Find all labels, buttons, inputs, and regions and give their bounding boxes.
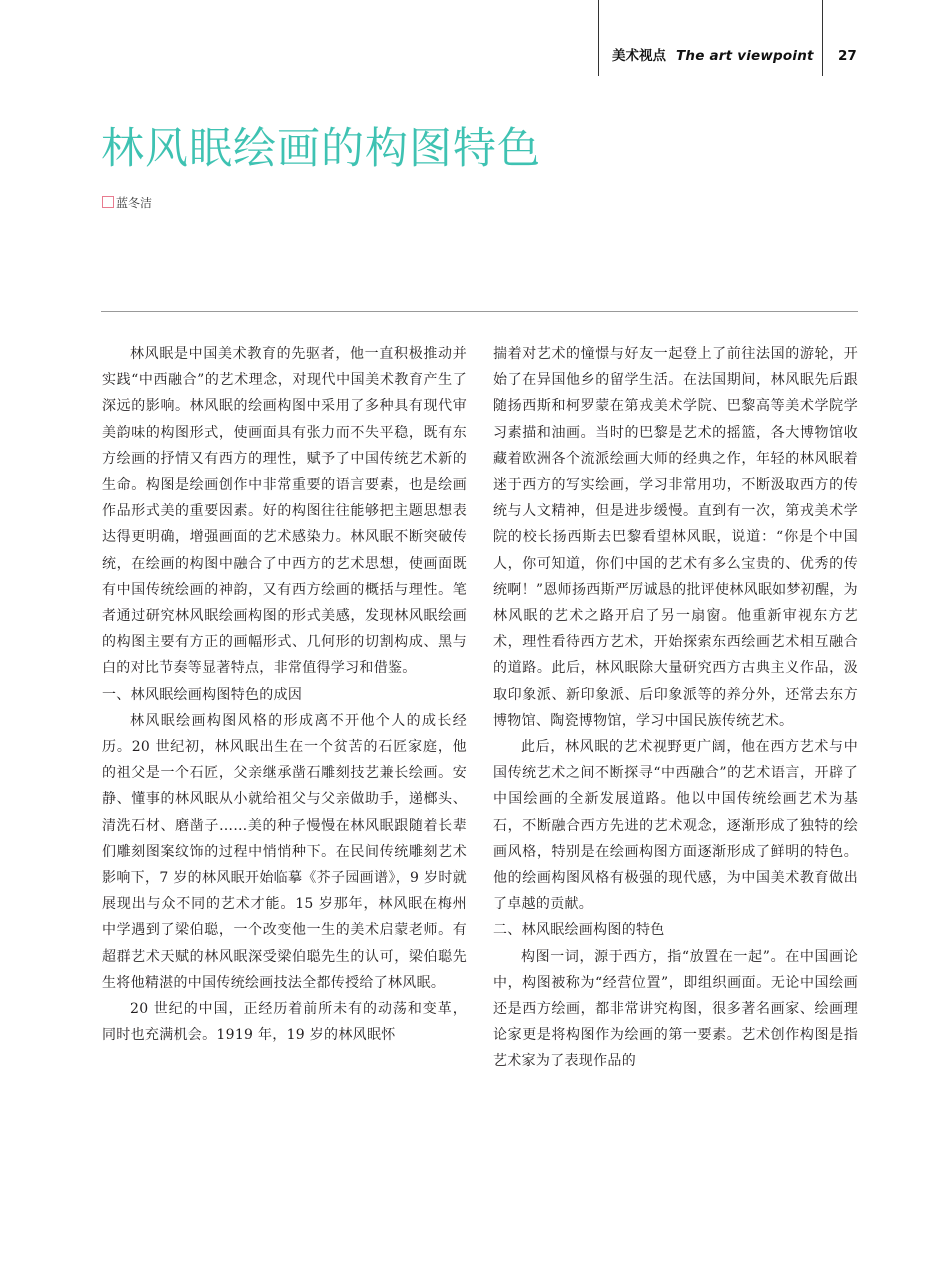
section-heading-2: 二、林风眠绘画构图的特色 (493, 922, 665, 939)
running-header (612, 46, 814, 66)
page-number: 27 (838, 48, 857, 64)
paragraph-composition: 构图一词，源于西方，指“放置在一起”。在中国画论中，构图被称为“经营位置”，即组织画面。无论中国绘画还是西方绘画，都非常讲究构图，很多著名画家、绘画理论家更是将构图作为绘画的第一要素。艺术创作构图是指艺术家为了表现作品的 (493, 948, 858, 1070)
paragraph-intro: 林风眠是中国美术教育的先驱者，他一直积极推动并实践“中西融合”的艺术理念，对现代中国美术教育产生了深远的影响。林风眠的绘画构图中采用了多种具有现代审美韵味的构图形式，使画面具有张力而不失平稳，既有东方绘画的抒情又有西方的理性，赋予了中国传统艺术新的生命。构图是绘画创作中非常重要的语言要素，也是绘画作品形式美的重要因素。好的构图往往能够把主题思想表达得更明确，增强画面的艺术感染力。林风眠不断突破传统，在绘画的构图中融合了中西方的艺术思想，使画面既有中国传统绘画的神韵，又有西方绘画的概括与理性。笔者通过研究林风眠绘画构图的形式美感，发现林风眠绘画的构图主要有方正的画幅形式、几何形的切割构成、黑与白的对比节奏等显著特点，非常值得学习和借鉴。 (102, 346, 467, 677)
header-left-rule (598, 0, 599, 76)
title-divider (101, 311, 858, 312)
section-name-cn: 美术视点 (612, 48, 666, 64)
author-box-icon (102, 196, 114, 208)
paragraph-background: 林风眠绘画构图风格的形成离不开他个人的成长经历。20 世纪初，林风眠出生在一个贫苦的石匠家庭，他的祖父是一个石匠，父亲继承凿石雕刻技艺兼长绘画。安静、懂事的林风眠从小就给祖父与父亲做助手，递榔头、清洗石材、磨凿子……美的种子慢慢在林风眠跟随着长辈们雕刻图案纹饰的过程中悄悄种下。在民间传统雕刻艺术影响下，7 岁的林风眠开始临摹《芥子园画谱》，9 岁时就展现出与众不同的艺术才能。15 岁那年，林风眠在梅州中学遇到了梁伯聪，一个改变他一生的美术启蒙老师。有超群艺术天赋的林风眠深受梁伯聪先生的认可，梁伯聪先生将他精湛的中国传统绘画技法全都传授给了林风眠。 (102, 712, 467, 991)
article-title: 林风眠绘画的构图特色 (101, 124, 541, 174)
author-name: 蓝冬洁 (116, 196, 153, 210)
paragraph-20th-century: 20 世纪的中国，正经历着前所未有的动荡和变革，同时也充满机会。1919 年，19 岁的林风眠怀 (102, 1001, 467, 1044)
paragraph-paris-study: 揣着对艺术的憧憬与好友一起登上了前往法国的游轮，开始了在异国他乡的留学生活。在法国期间，林风眠先后跟随扬西斯和柯罗蒙在第戎美术学院、巴黎高等美术学院学习素描和油画。当时的巴黎是艺术的摇篮，各大博物馆收藏着欧洲各个流派绘画大师的经典之作，年轻的林风眠着迷于西方的写实绘画，学习非常用功，不断汲取西方的传统与人文精神，但是进步缓慢。直到有一次，第戎美术学院的校长扬西斯去巴黎看望林风眠，说道：“你是个中国人，你可知道，你们中国的艺术有多么宝贵的、优秀的传统啊！”恩师扬西斯严厉诚恳的批评使林风眠如梦初醒，为林风眠的艺术之路开启了另一扇窗。他重新审视东方艺术，理性看待西方艺术，开始探索东西绘画艺术相互融合的道路。此后，林风眠除大量研究西方古典主义作品，汲取印象派、新印象派、后印象派等的养分外，还常去东方博物馆、陶瓷博物馆，学习中国民族传统艺术。 (493, 346, 858, 729)
section-heading-1: 一、林风眠绘画构图特色的成因 (102, 686, 303, 703)
section-name-en: The art viewpoint (676, 48, 814, 64)
left-column (102, 341, 467, 1048)
paragraph-fusion: 此后，林风眠的艺术视野更广阔，他在西方艺术与中国传统艺术之间不断探寻“中西融合”的艺术语言，开辟了中国绘画的全新发展道路。他以中国传统绘画艺术为基石，不断融合西方先进的艺术观念，逐渐形成了独特的绘画风格，特别是在绘画构图方面逐渐形成了鲜明的特色。他的绘画构图风格有极强的现代感，为中国美术教育做出了卓越的贡献。 (493, 739, 858, 913)
right-column (493, 341, 858, 1075)
header-right-rule (822, 0, 823, 76)
author-line (102, 194, 152, 212)
